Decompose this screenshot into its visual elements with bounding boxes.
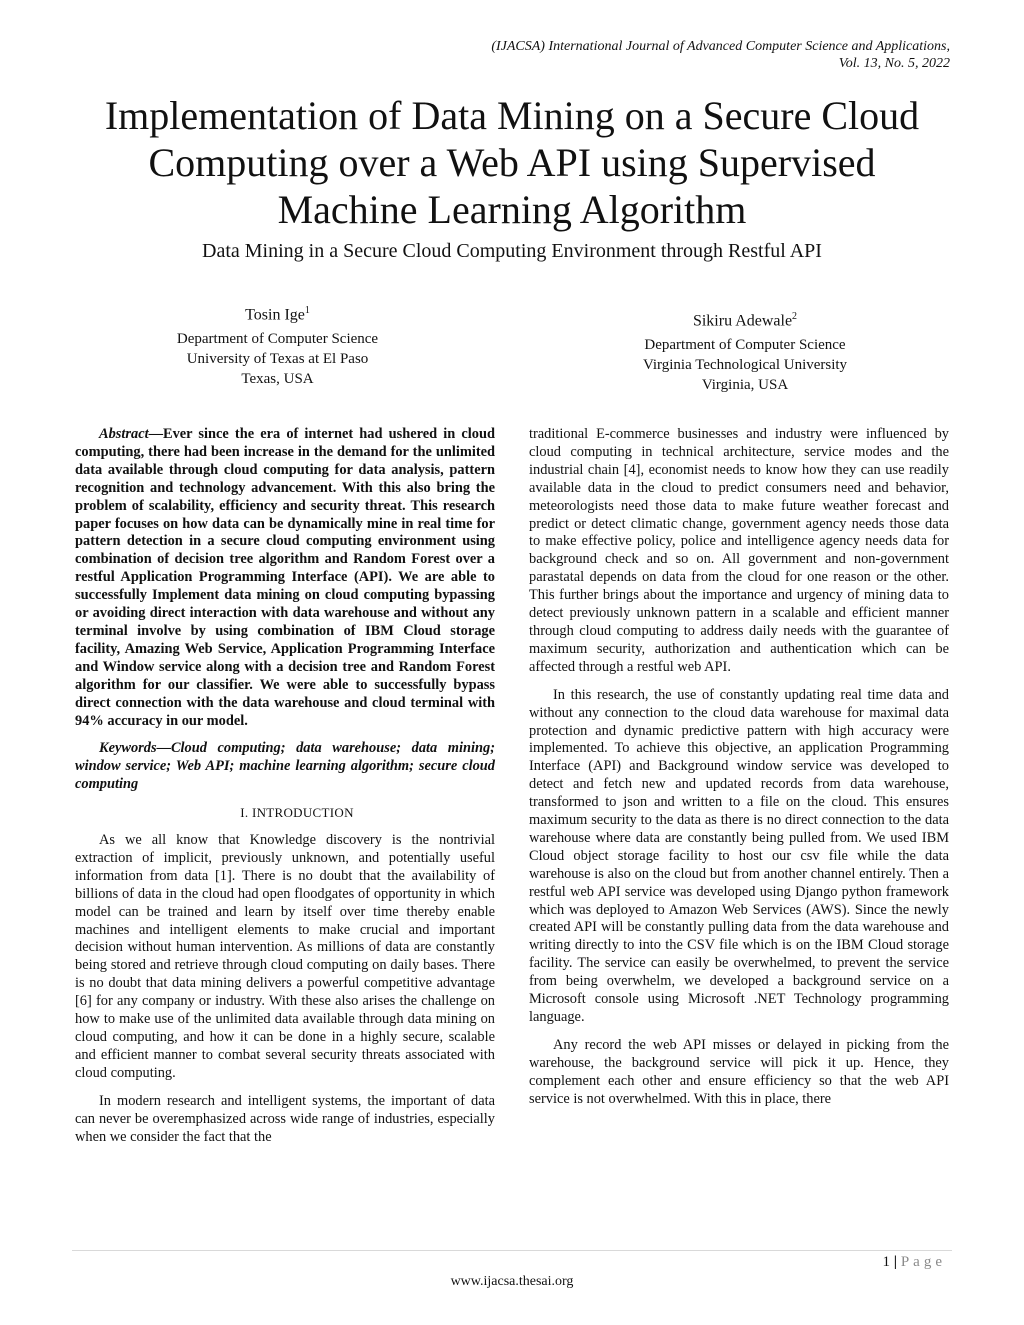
author-university: Virginia Technological University	[642, 357, 848, 374]
author-name	[620, 307, 870, 331]
author-name-text: Tosin Ige	[245, 306, 305, 324]
page-number	[883, 1254, 946, 1271]
footer-url: www.ijacsa.thesai.org	[450, 1274, 574, 1289]
body-paragraph: As we all know that Knowledge discovery is the nontrivial extraction of implicit, previously unknown, and potentially useful information from data [1]. There is no doubt that the availability of billions of data in the cloud had open floodgates of opportunity in which model can be trained and learn by itself over time thereby enable machines and intelligent elements to make crucial and important decision without human intervention. As millions of data are constantly being stored and retrieve through cloud computing on daily bases. There is no doubt that data mining delivers a powerful competitive advantage [6] for any company or industry. With these also arises the challenge on how to make use of the unlimited data available through data mining on cloud computing, and how it can be done in a highly secure, scalable and efficient manner to combat several security threats associated with cloud computing.	[75, 832, 495, 1081]
author-block-1	[150, 301, 405, 389]
author-affiliation-mark: 1	[304, 305, 310, 316]
author-affiliation-mark: 2	[792, 311, 798, 322]
author-location: Virginia, USA	[701, 377, 789, 394]
footer-divider	[72, 1250, 952, 1251]
author-university: University of Texas at El Paso	[186, 351, 369, 368]
journal-header	[491, 38, 950, 72]
body-paragraph: In modern research and intelligent systems, the important of data can never be overemphasized across wide range of industries, especially when we consider the fact that the	[75, 1092, 495, 1145]
body-paragraph: Any record the web API misses or delayed in picking from the warehouse, the background service will pick it up. Hence, they complement each other and ensure efficiency so that the web API service is not overwhelmed. With this in place, there	[529, 1036, 949, 1107]
author-department: Department of Computer Science	[176, 331, 379, 348]
right-column	[529, 426, 949, 1119]
author-name-text: Sikiru Adewale	[692, 312, 793, 330]
author-department: Department of Computer Science	[644, 337, 846, 354]
section-heading: I. INTRODUCTION	[240, 805, 354, 821]
abstract-text: —Ever since the era of internet had ushered in cloud computing, there had been increase in the demand for the unlimited data available through cloud computing for data analysis, pattern recognition and technology advancement. With this also bring the problem of scalability, efficiency and security threat. This research paper focuses on how data can be dynamically mine in real time for pattern detection in a secure cloud computing environment using combination of decision tree algorithm and Random Forest over a restful Application Programming Interface (API). We are able to successfully Implement data mining on cloud computing bypassing or avoiding direct interaction with data warehouse and without any terminal involve by using combination of IBM Cloud storage facility, Amazing Web Service, Application Programming Interface and Window service along with a decision tree and Random Forest algorithm for our classifier. We were able to successfully bypass direct connection with the data warehouse and cloud terminal with 94% accuracy in our model.	[75, 426, 495, 729]
page-label: Page	[900, 1254, 946, 1270]
page-separator: |	[893, 1254, 898, 1270]
left-column	[75, 426, 495, 1156]
paper-subtitle: Data Mining in a Secure Cloud Computing Environment through Restful API	[202, 240, 822, 262]
abstract-lead: Abstract	[99, 426, 149, 442]
keywords: Keywords—Cloud computing; data warehouse; data mining; window service; Web API; machine learning algorithm; secure cloud computing	[75, 740, 495, 793]
journal-name: (IJACSA) International Journal of Advanced Computer Science and Applications,	[491, 39, 950, 54]
journal-volume: Vol. 13, No. 5, 2022	[838, 56, 950, 71]
paper-title: Implementation of Data Mining on a Secure Cloud Computing over a Web API using Supervised Machine Learning Algorithm	[104, 93, 920, 232]
body-paragraph: In this research, the use of constantly updating real time data and without any connection to the cloud data warehouse for maximal data protection and dynamic predictive pattern with high accuracy were implemented. To achieve this objective, an application Programming Interface (API) and Background window service was developed to detect and fetch new and updated records from data warehouse, transformed to json and written to a file on the cloud. This ensures maximum security to the data as there is no direct connection to the data warehouse where data are constantly being pulled from. We used IBM Cloud object storage facility to host our csv file while the data warehouse is also on the cloud but from another channel entirely. Then a restful web API service was developed using Django python framework which was deployed to Amazon Web Services (AWS). Since the newly created API will be constantly pulling data from the data warehouse and writing directly to into the CSV file which is on the IBM Cloud storage facility. The service can easily be overwhelmed, to prevent the service from being overwhelm, we developed a background service on a Microsoft console using Microsoft .NET Technology programming language.	[529, 686, 949, 1025]
author-name	[150, 301, 405, 325]
body-paragraph: traditional E-commerce businesses and industry were influenced by cloud computing in technical architecture, service modes and the industrial chain [4], economist needs to know how they can use readily available data in the cloud to predict consumers need and behavior, meteorologists need those data to make future weather forecast and predict or detect climatic change, government agency needs those data to make effective policy, police and intelligence agency needs data for background check and so on. All government and non-government parastatal depends on data from the cloud for one reason or the other. This further brings about the importance and urgency of mining data to detect previously unknown pattern in a scalable and efficient manner through cloud computing to address daily needs with the guarantee of maximum security, authorization and authentication which can be affected through a restful web API.	[529, 426, 949, 675]
abstract	[75, 426, 495, 730]
page-number-value: 1	[882, 1254, 891, 1270]
author-block-2	[620, 307, 870, 395]
author-location: Texas, USA	[241, 371, 314, 388]
